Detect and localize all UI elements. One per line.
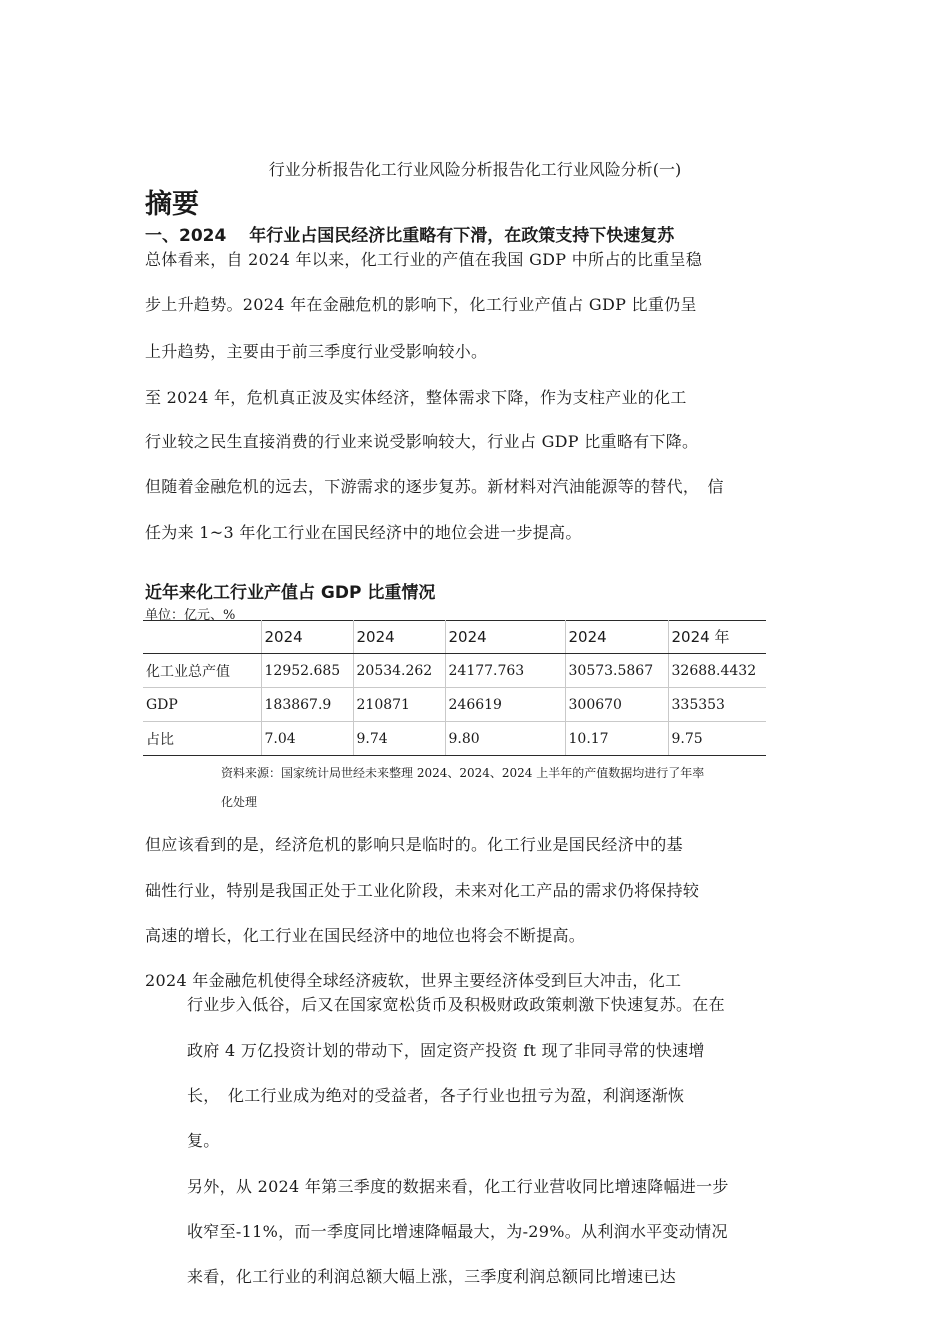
table-cell: 7.04 bbox=[261, 722, 353, 756]
table-header-cell: 2024 bbox=[353, 620, 445, 654]
section-heading: 一、2024 年行业占国民经济比重略有下滑，在政策支持下快速复苏 bbox=[145, 226, 675, 246]
table-cell: GDP bbox=[143, 688, 261, 722]
data-table bbox=[143, 620, 766, 756]
paragraph-line: 但应该看到的是，经济危机的影响只是临时的。化工行业是国民经济中的基 bbox=[145, 835, 683, 854]
table-cell: 32688.4432 bbox=[668, 654, 766, 688]
paragraph-line: 收窄至-11%，而一季度同比增速降幅最大，为-29%。从利润水平变动情况 bbox=[187, 1222, 728, 1241]
abstract-heading: 摘要 bbox=[145, 189, 199, 220]
table-cell: 300670 bbox=[565, 688, 668, 722]
table-cell: 9.75 bbox=[668, 722, 766, 756]
table-row bbox=[143, 654, 766, 688]
table-cell: 210871 bbox=[353, 688, 445, 722]
table-header-cell bbox=[143, 620, 261, 654]
paragraph-line: 总体看来，自 2024 年以来，化工行业的产值在我国 GDP 中所占的比重呈稳 bbox=[145, 250, 703, 269]
paragraph-line: 至 2024 年，危机真正波及实体经济，整体需求下降，作为支柱产业的化工 bbox=[145, 388, 687, 407]
paragraph-line: 2024 年金融危机使得全球经济疲软，世界主要经济体受到巨大冲击，化工 bbox=[145, 971, 682, 990]
source-note: 资料来源：国家统计局世经未来整理 2024、2024、2024 上半年的产值数据均进行了年率 bbox=[221, 766, 705, 780]
table-cell: 9.80 bbox=[445, 722, 565, 756]
table-unit: 单位：亿元、% bbox=[145, 608, 236, 623]
table-cell: 30573.5867 bbox=[565, 654, 668, 688]
paragraph-line: 来看，化工行业的利润总额大幅上涨，三季度利润总额同比增速已达 bbox=[187, 1267, 677, 1286]
paragraph-line: 但随着金融危机的远去，下游需求的逐步复苏。新材料对汽油能源等的替代， 信 bbox=[145, 477, 724, 496]
table-cell: 24177.763 bbox=[445, 654, 565, 688]
table-row bbox=[143, 722, 766, 756]
paragraph-line: 任为来 1~3 年化工行业在国民经济中的地位会进一步提高。 bbox=[145, 523, 582, 542]
paragraph-line: 长， 化工行业成为绝对的受益者，各子行业也扭亏为盈，利润逐渐恢 bbox=[187, 1086, 685, 1105]
table-cell: 183867.9 bbox=[261, 688, 353, 722]
paragraph-line: 另外，从 2024 年第三季度的数据来看，化工行业营收同比增速降幅进一步 bbox=[187, 1177, 729, 1196]
table-cell: 10.17 bbox=[565, 722, 668, 756]
paragraph-line: 政府 4 万亿投资计划的带动下，固定资产投资 ft 现了非同寻常的快速增 bbox=[187, 1041, 705, 1060]
source-note: 化处理 bbox=[221, 795, 258, 809]
table-cell: 335353 bbox=[668, 688, 766, 722]
table-header-cell: 2024 bbox=[261, 620, 353, 654]
paragraph-line: 础性行业，特别是我国正处于工业化阶段，未来对化工产品的需求仍将保持较 bbox=[145, 881, 700, 900]
table-cell: 12952.685 bbox=[261, 654, 353, 688]
paragraph-line: 上升趋势，主要由于前三季度行业受影响较小。 bbox=[145, 342, 488, 361]
table-cell: 20534.262 bbox=[353, 654, 445, 688]
table-header-row bbox=[143, 620, 766, 654]
table-cell: 9.74 bbox=[353, 722, 445, 756]
paragraph-line: 步上升趋势。2024 年在金融危机的影响下，化工行业产值占 GDP 比重仍呈 bbox=[145, 295, 697, 314]
table-header-cell: 2024 bbox=[565, 620, 668, 654]
table-row bbox=[143, 688, 766, 722]
paragraph-line: 行业步入低谷，后又在国家宽松货币及积极财政政策刺激下快速复苏。在在 bbox=[187, 995, 725, 1014]
table-cell: 化工业总产值 bbox=[143, 654, 261, 688]
paragraph-line: 复。 bbox=[187, 1131, 220, 1150]
table-header-cell: 2024 年 bbox=[668, 620, 766, 654]
table-cell: 占比 bbox=[143, 722, 261, 756]
table-title: 近年来化工行业产值占 GDP 比重情况 bbox=[145, 583, 436, 603]
paragraph-line: 高速的增长，化工行业在国民经济中的地位也将会不断提高。 bbox=[145, 926, 586, 945]
table-header-cell: 2024 bbox=[445, 620, 565, 654]
table-cell: 246619 bbox=[445, 688, 565, 722]
document-title: 行业分析报告化工行业风险分析报告化工行业风险分析(一) bbox=[268, 160, 682, 179]
paragraph-line: 行业较之民生直接消费的行业来说受影响较大，行业占 GDP 比重略有下降。 bbox=[145, 432, 699, 451]
